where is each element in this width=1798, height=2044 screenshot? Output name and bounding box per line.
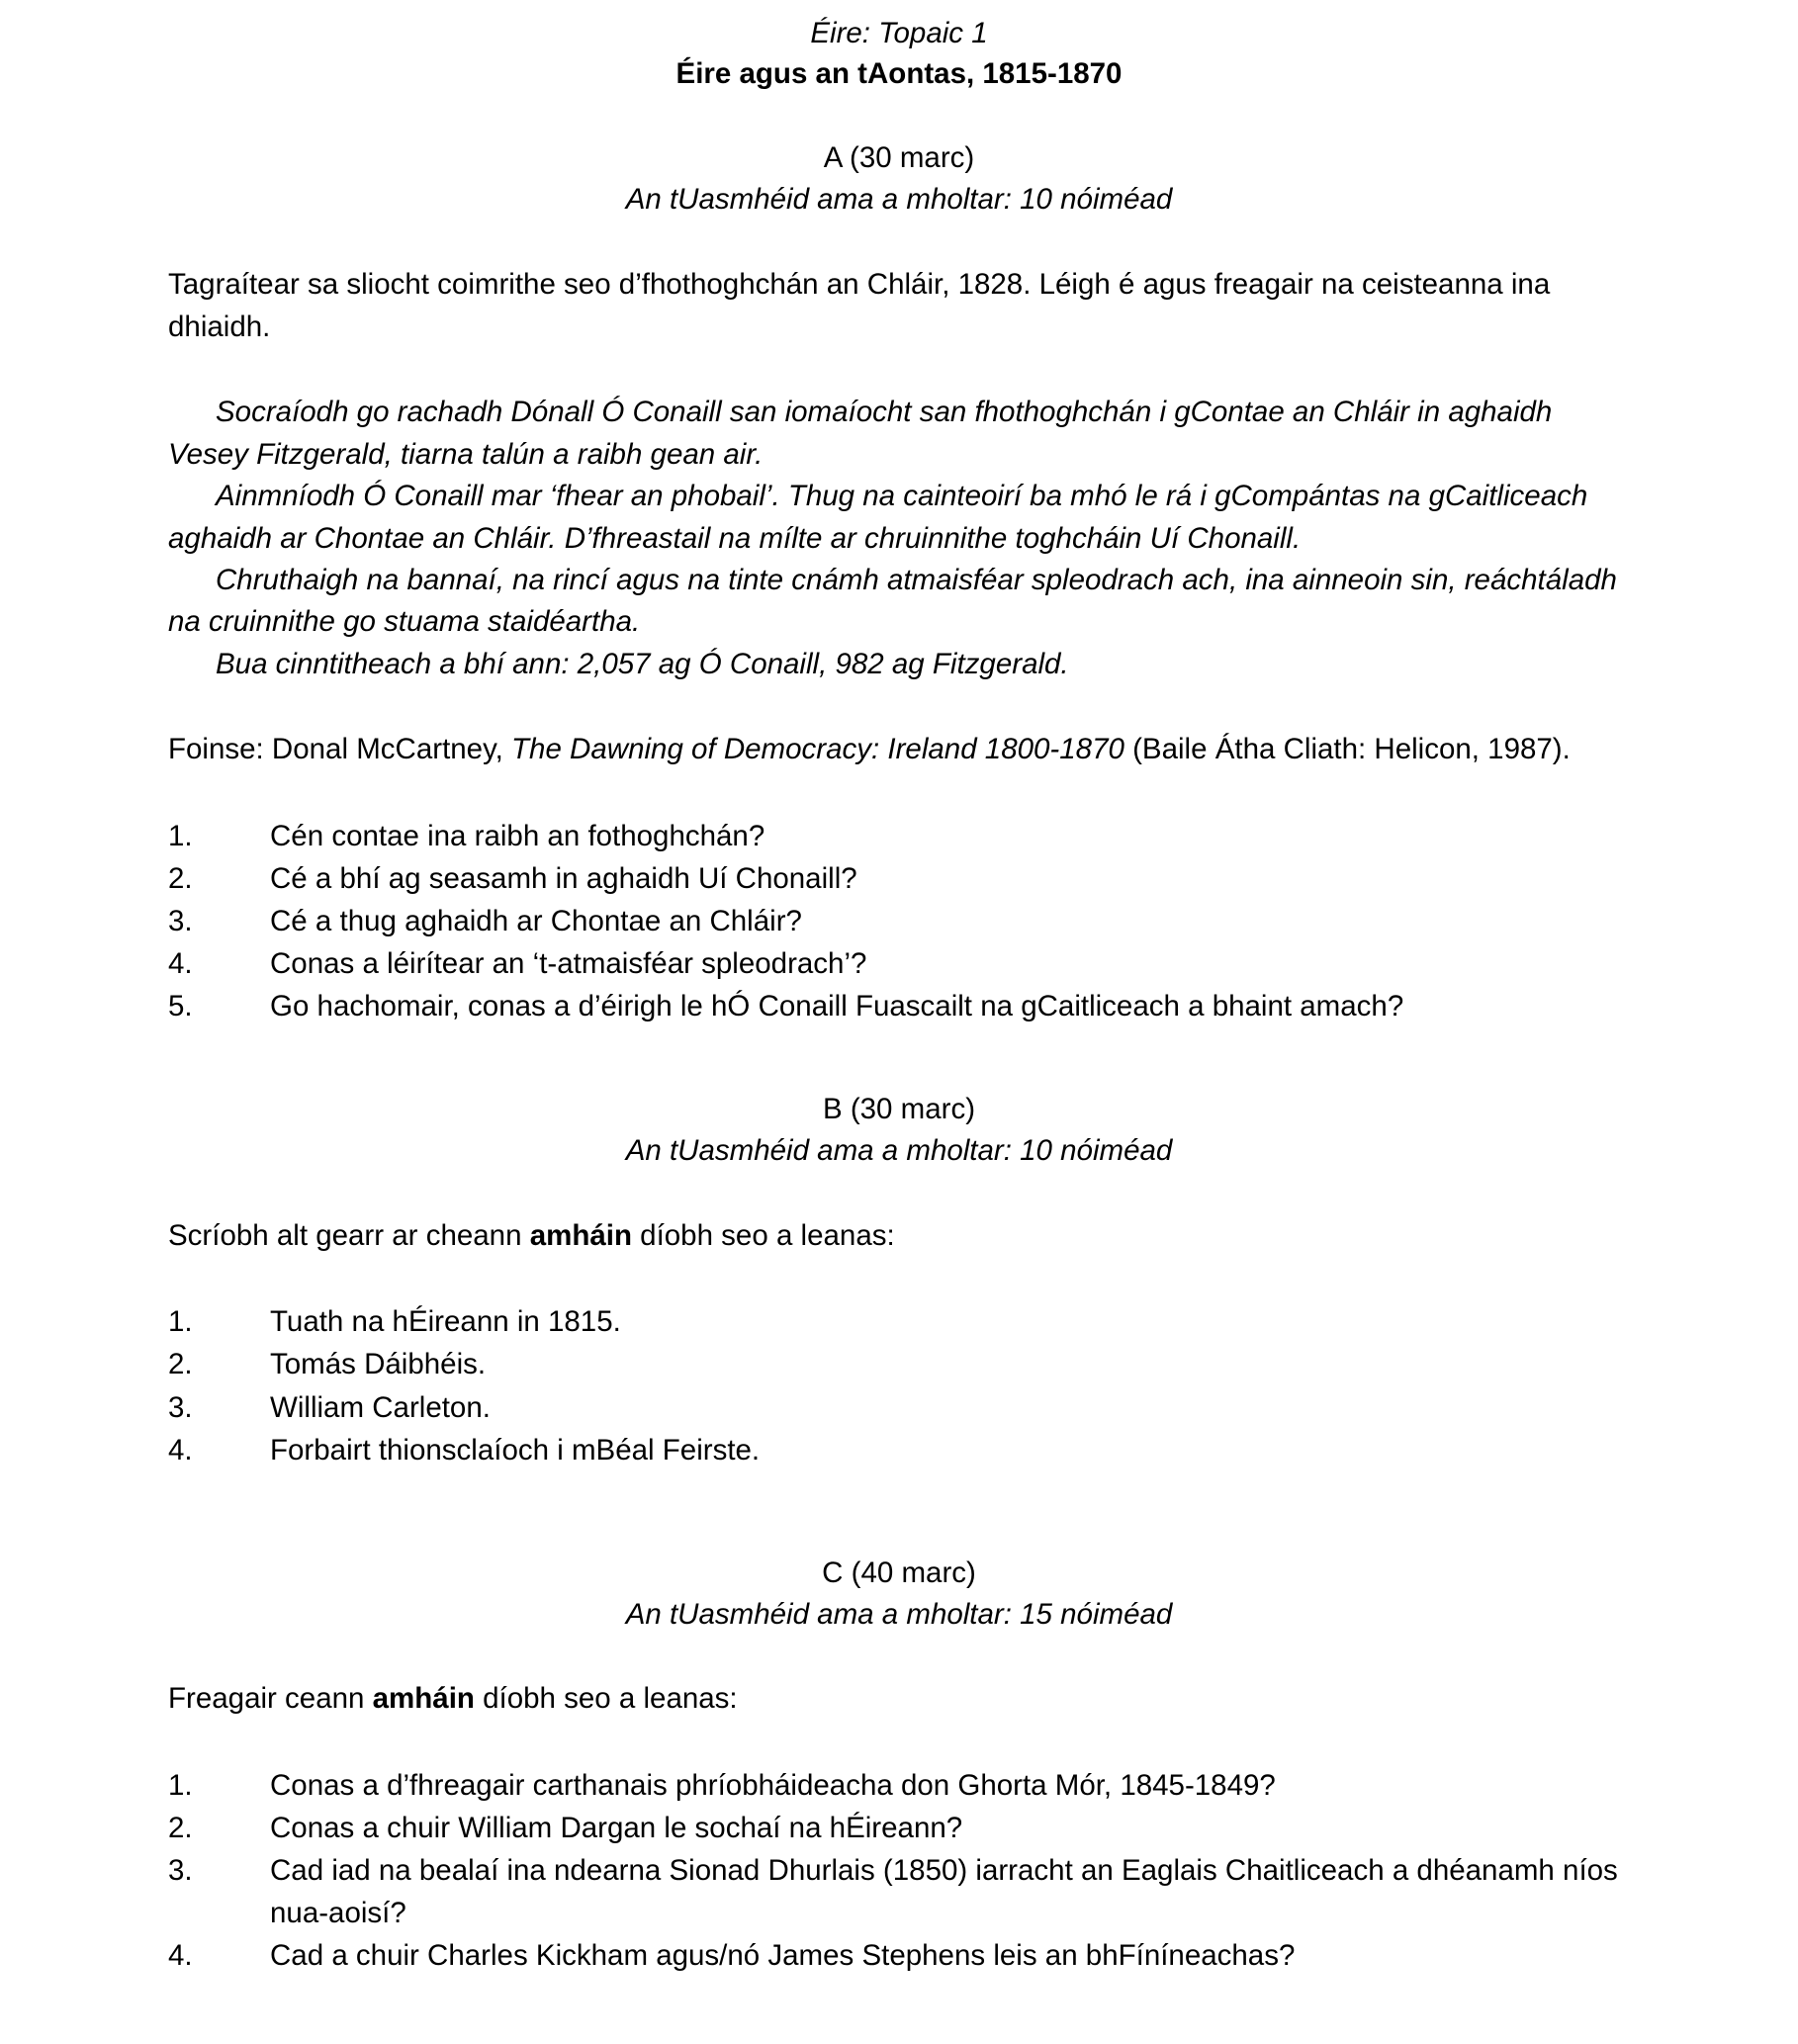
source-extract bbox=[168, 392, 1630, 685]
spacer bbox=[168, 1172, 1630, 1215]
section-b-question-list bbox=[168, 1300, 1630, 1470]
question-number: 3. bbox=[168, 1853, 193, 1887]
spacer bbox=[168, 1471, 1630, 1513]
source-work-title: The Dawning of Democracy: Ireland 1800-1870 bbox=[511, 733, 1124, 766]
question-text: Conas a d’fhreagair carthanais phríobháideacha don Ghorta Mór, 1845-1849? bbox=[270, 1768, 1276, 1802]
extract-paragraph: Ainmníodh Ó Conaill mar ‘fhear an phobail’. Thug na cainteoirí ba mhó le rá i gCompántas na gCaitliceach aghaidh ar Chontae an Chláir. D’fhreastail na mílte ar chruinnithe toghcháin Uí Chonaill. bbox=[168, 480, 1588, 555]
question-text: Tomás Dáibhéis. bbox=[270, 1348, 487, 1381]
question-text: Cad a chuir Charles Kickham agus/nó James Stephens leis an bhFíníneachas? bbox=[270, 1939, 1296, 1973]
question-number: 4. bbox=[168, 1433, 193, 1466]
page-title: Éire agus an tAontas, 1815-1870 bbox=[675, 56, 1123, 90]
section-c-time: An tUasmhéid ama a mholtar: 15 nóiméad bbox=[625, 1597, 1173, 1631]
prompt-before: Scríobh alt gearr ar cheann bbox=[168, 1218, 530, 1252]
extract-paragraph: Chruthaigh na bannaí, na rincí agus na tinte cnámh atmaisféar spleodrach ach, ina ainneoin sin, reáchtáladh na cruinnithe go stuama staidéartha. bbox=[168, 563, 1617, 639]
list-item bbox=[168, 815, 1630, 857]
section-a-heading: A (30 marc) bbox=[823, 141, 975, 175]
spacer bbox=[168, 1721, 1630, 1764]
spacer bbox=[168, 96, 1630, 137]
list-item bbox=[168, 1300, 1630, 1343]
topic-label: Éire: Topaic 1 bbox=[810, 17, 988, 49]
question-text: Cé a thug aghaidh ar Chontae an Chláir? bbox=[270, 904, 802, 937]
section-c-header bbox=[168, 1553, 1630, 1636]
section-b-heading: B (30 marc) bbox=[822, 1093, 976, 1126]
section-a-question-list bbox=[168, 815, 1630, 1027]
question-number: 1. bbox=[168, 1768, 193, 1802]
section-a-time: An tUasmhéid ama a mholtar: 10 nóiméad bbox=[625, 183, 1173, 217]
spacer bbox=[168, 1069, 1630, 1089]
section-c-question-list bbox=[168, 1764, 1630, 1977]
spacer bbox=[168, 1635, 1630, 1678]
question-text: Forbairt thionsclaíoch i mBéal Feirste. bbox=[270, 1433, 761, 1466]
extract-paragraph: Socraíodh go rachadh Dónall Ó Conaill san iomaíocht san fhothoghchán i gContae an Chláir in aghaidh Vesey Fitzgerald, tiarna talún a raibh gean air. bbox=[168, 396, 1553, 471]
section-b-prompt bbox=[168, 1215, 1630, 1257]
list-item bbox=[168, 1343, 1630, 1385]
question-text: Conas a chuir William Dargan le sochaí na hÉireann? bbox=[270, 1811, 963, 1844]
question-number: 3. bbox=[168, 904, 193, 937]
source-prefix: Foinse: Donal McCartney, bbox=[168, 733, 512, 766]
list-item bbox=[168, 857, 1630, 900]
list-item bbox=[168, 1807, 1630, 1849]
list-item bbox=[168, 1934, 1630, 1977]
section-a-instruction: Tagraítear sa sliocht coimrithe seo d’fhothoghchán an Chláir, 1828. Léigh é agus freagair na ceisteanna ina dhiaidh. bbox=[168, 268, 1551, 343]
spacer bbox=[168, 685, 1630, 729]
question-number: 1. bbox=[168, 1305, 193, 1339]
prompt-before: Freagair ceann bbox=[168, 1682, 373, 1716]
question-text: Conas a léirítear an ‘t-atmaisféar spleodrach’? bbox=[270, 947, 867, 981]
question-number: 2. bbox=[168, 861, 193, 895]
question-number: 4. bbox=[168, 947, 193, 981]
question-number: 2. bbox=[168, 1811, 193, 1844]
list-item bbox=[168, 1386, 1630, 1429]
question-number: 3. bbox=[168, 1390, 193, 1424]
source-suffix: (Baile Átha Cliath: Helicon, 1987). bbox=[1124, 733, 1571, 766]
question-number: 1. bbox=[168, 819, 193, 852]
prompt-after: díobh seo a leanas: bbox=[474, 1682, 738, 1716]
spacer bbox=[168, 348, 1630, 392]
section-a-header bbox=[168, 137, 1630, 221]
question-text: Go hachomair, conas a d’éirigh le hÓ Conaill Fuascailt na gCaitliceach a bhaint amach? bbox=[270, 990, 1404, 1023]
question-number: 4. bbox=[168, 1939, 193, 1973]
list-item bbox=[168, 1849, 1630, 1934]
spacer bbox=[168, 771, 1630, 815]
list-item bbox=[168, 942, 1630, 985]
question-text: William Carleton. bbox=[270, 1390, 491, 1424]
question-number: 5. bbox=[168, 990, 193, 1023]
section-b-header bbox=[168, 1089, 1630, 1172]
question-text: Cé a bhí ag seasamh in aghaidh Uí Chonaill? bbox=[270, 861, 857, 895]
section-b-time: An tUasmhéid ama a mholtar: 10 nóiméad bbox=[625, 1134, 1173, 1168]
list-item bbox=[168, 900, 1630, 942]
question-text: Tuath na hÉireann in 1815. bbox=[270, 1305, 621, 1339]
source-citation bbox=[168, 729, 1630, 770]
spacer bbox=[168, 1513, 1630, 1553]
prompt-emphasis: amháin bbox=[529, 1218, 632, 1252]
section-c-heading: C (40 marc) bbox=[822, 1555, 976, 1589]
extract-paragraph: Bua cinntitheach a bhí ann: 2,057 ag Ó Conaill, 982 ag Fitzgerald. bbox=[216, 647, 1069, 680]
spacer bbox=[168, 221, 1630, 264]
question-text: Cad iad na bealaí ina ndearna Sionad Dhurlais (1850) iarracht an Eaglais Chaitliceach a dhéanamh níos nua-aoisí? bbox=[270, 1853, 1618, 1930]
document-header bbox=[168, 14, 1630, 94]
list-item bbox=[168, 1764, 1630, 1807]
spacer bbox=[168, 1257, 1630, 1300]
prompt-after: díobh seo a leanas: bbox=[631, 1218, 895, 1252]
question-number: 2. bbox=[168, 1348, 193, 1381]
spacer bbox=[168, 1027, 1630, 1069]
list-item bbox=[168, 985, 1630, 1027]
list-item bbox=[168, 1429, 1630, 1471]
prompt-emphasis: amháin bbox=[372, 1682, 475, 1716]
section-c-prompt bbox=[168, 1678, 1630, 1720]
question-text: Cén contae ina raibh an fothoghchán? bbox=[270, 819, 765, 852]
